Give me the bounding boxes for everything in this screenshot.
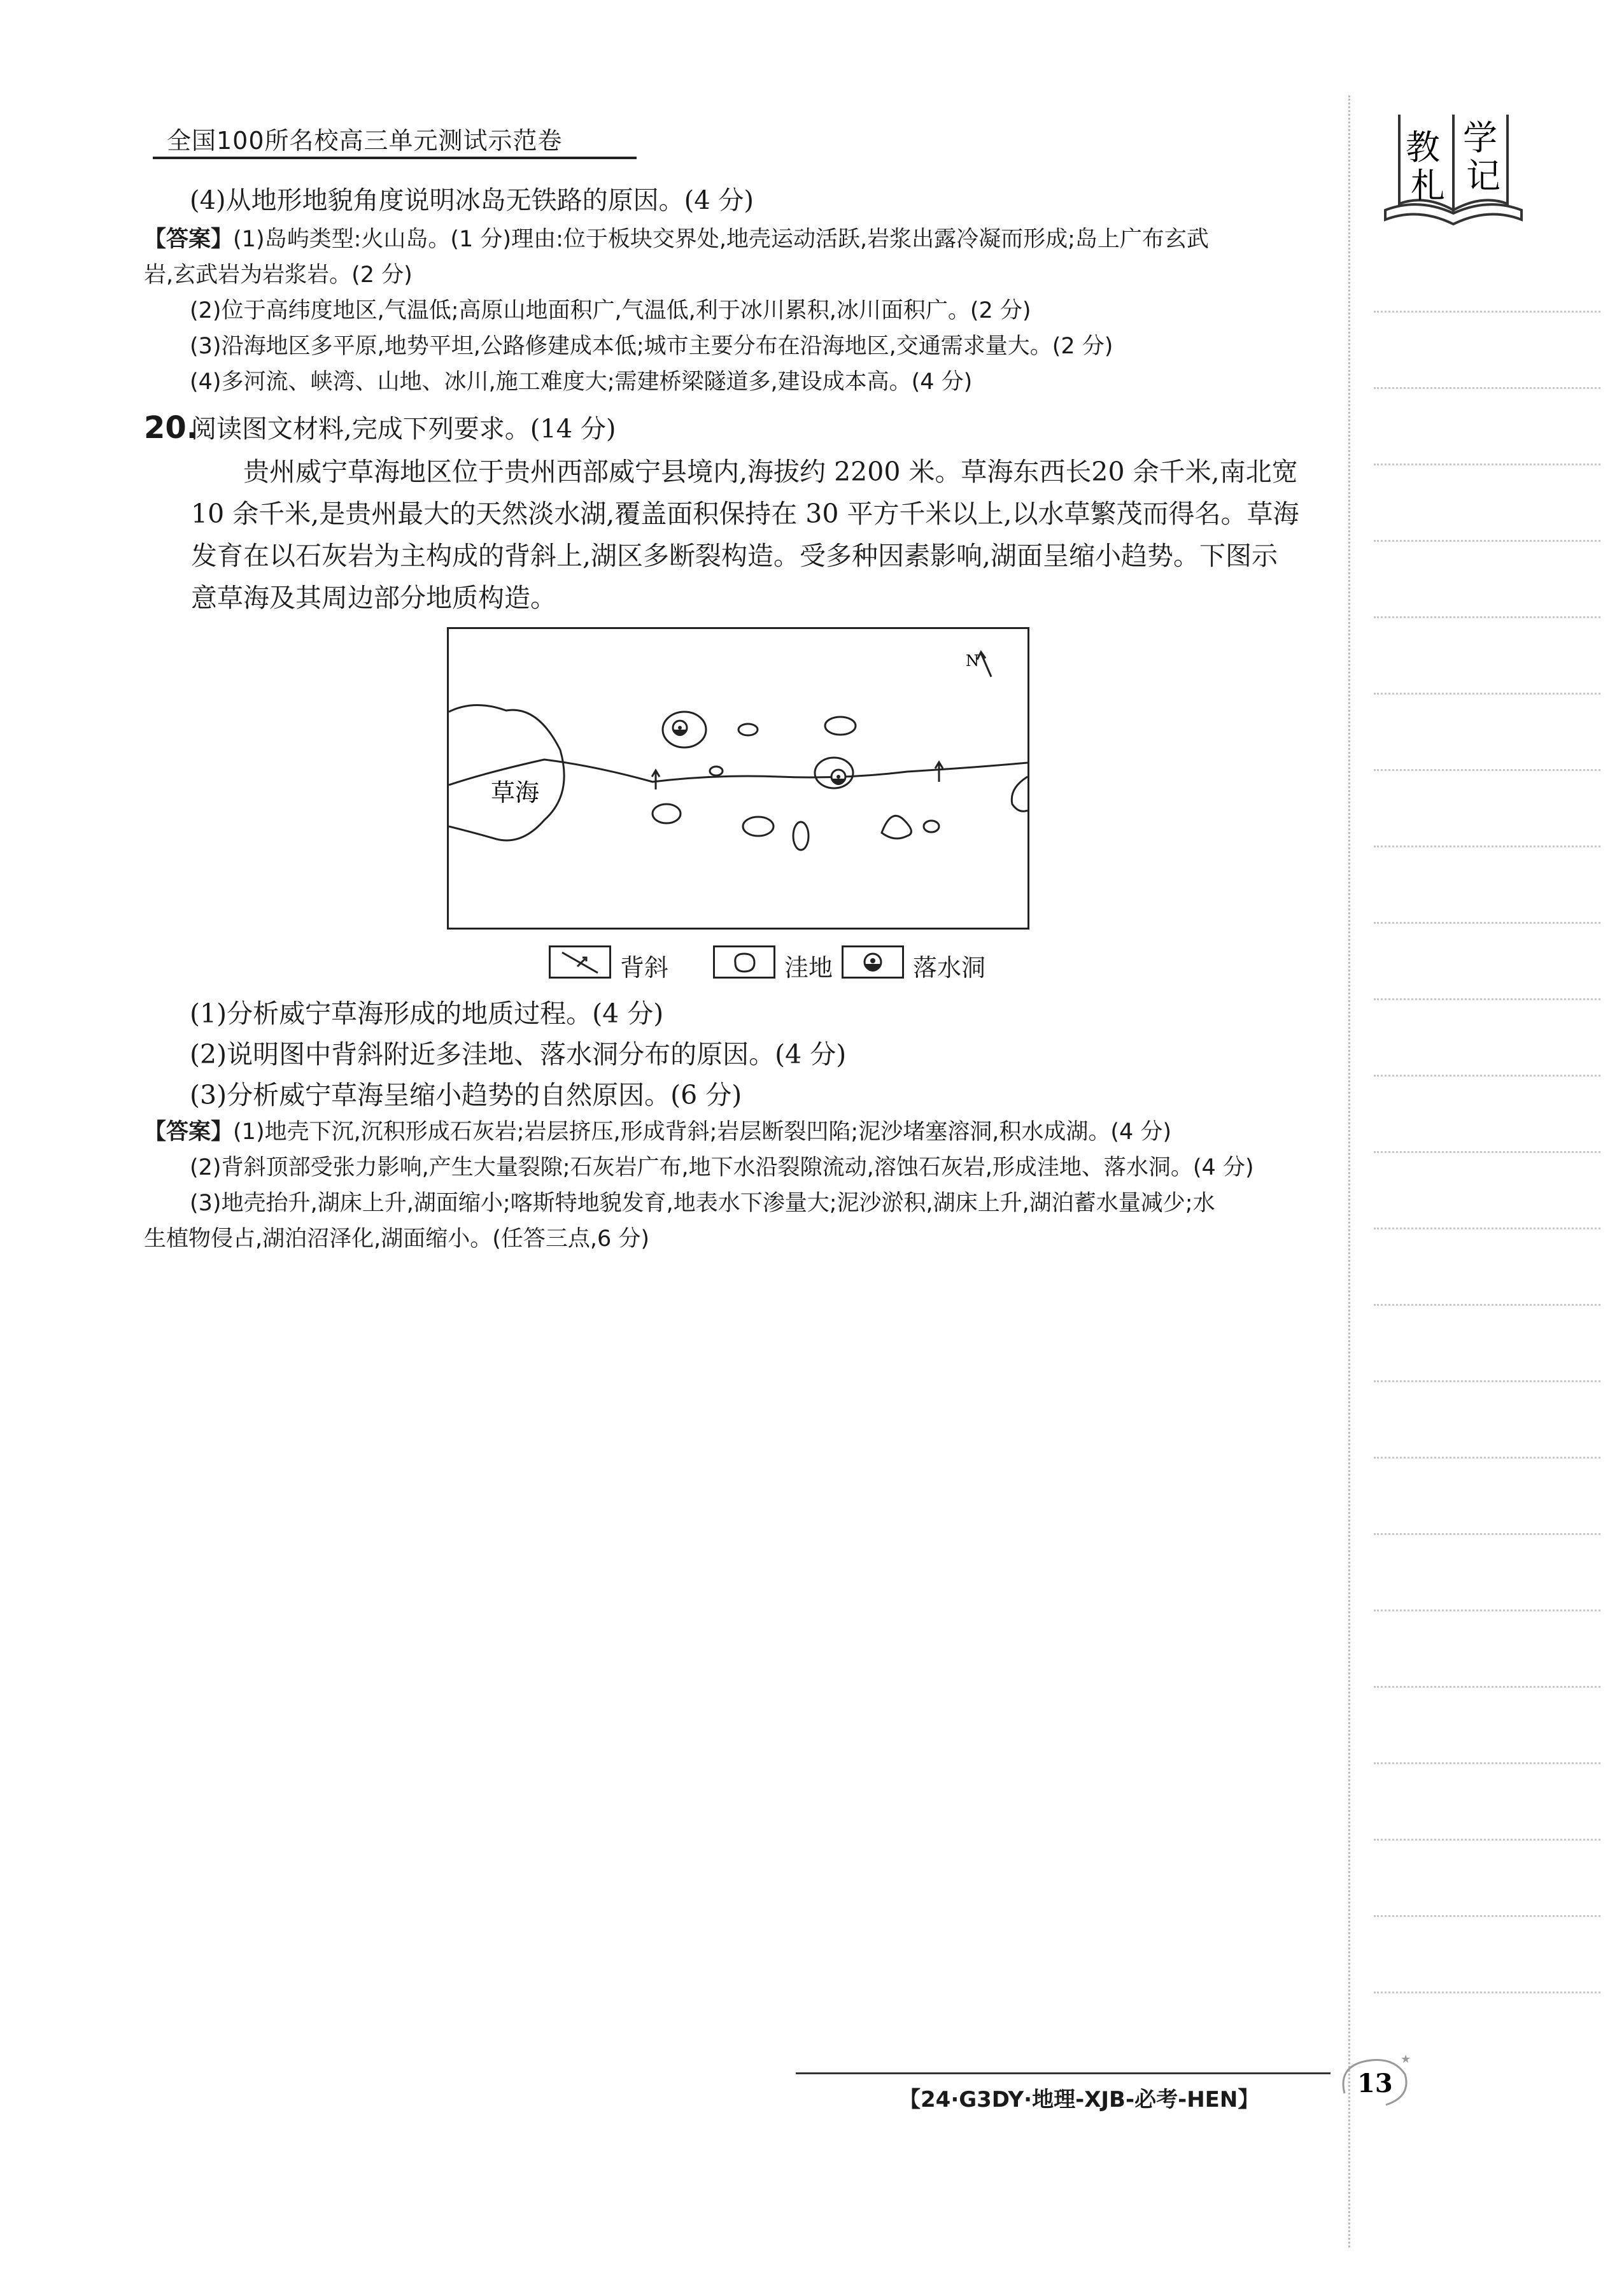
svg-text:★: ★ [1401,2053,1411,2066]
question-20-3: (3)分析威宁草海呈缩小趋势的自然原因。(6 分) [190,1080,742,1110]
lake-label: 草海 [491,779,540,807]
notes-char-1: 教 [1406,127,1440,167]
note-line [1374,1304,1600,1306]
notes-char-2: 学 [1463,118,1497,158]
question-20-parts [190,993,846,1115]
note-line [1374,1457,1600,1459]
north-arrow-icon [977,652,991,677]
answer-label: 【答案】 [144,1119,234,1145]
note-line [1374,1839,1600,1841]
anticline-arrow [935,762,943,782]
question-number: 20. [144,410,199,446]
note-line [1374,1686,1600,1688]
legend-anticline [549,945,676,982]
legend-depression-label: 洼地 [784,954,833,982]
material-line: 意草海及其周边部分地质构造。 [191,583,556,613]
legend-depression [713,945,840,982]
note-line [1374,463,1600,465]
note-line [1374,1762,1600,1764]
note-line [1374,922,1600,924]
geology-map-drawing [449,629,1027,928]
note-line [1374,1992,1600,1993]
answer-line: (3)地壳抬升,湖床上升,湖面缩小;喀斯特地貌发育,地表水下渗量大;泥沙淤积,湖床上升,湖泊蓄水量减少;水 [190,1191,1215,1216]
material-line: 发育在以石灰岩为主构成的背斜上,湖区多断裂构造。受多种因素影响,湖面呈缩小趋势。下图示 [191,541,1278,571]
question-19-4: (4)从地形地貌角度说明冰岛无铁路的原因。(4 分) [190,186,754,215]
answer-line: (4)多河流、峡湾、山地、冰川,施工难度大;需建桥梁隧道多,建设成本高。(4 分) [190,369,973,395]
header-title: 全国100所名校高三单元测试示范卷 [167,127,563,155]
question-20-2: (2)说明图中背斜附近多洼地、落水洞分布的原因。(4 分) [190,1039,847,1070]
depression-shape [825,717,856,735]
depression-shape [653,804,681,823]
footer-code: 【24·G3DY·地理-XJB-必考-HEN】 [899,2087,1260,2112]
answer-label: 【答案】 [144,227,234,252]
depression-shape [710,767,723,775]
legend-sinkhole [842,945,1001,982]
depression-shape [793,822,808,850]
note-line [1374,387,1600,389]
note-line [1374,1380,1600,1382]
sinkhole-marker [831,770,845,785]
answer-line: 生植物侵占,湖泊沼泽化,湖面缩小。(任答三点,6 分) [144,1226,650,1252]
sinkhole-marker [673,721,687,736]
depression-shape [882,816,911,838]
note-line [1374,998,1600,1000]
depression-shape [1012,777,1027,811]
depression-legend-icon [715,947,773,977]
answer-line: (2)位于高纬度地区,气温低;高原山地面积广,气温低,利于冰川累积,冰川面积广。(2 分) [190,298,1031,323]
page-number-badge [1332,2049,1415,2112]
material-line: 10 余千米,是贵州最大的天然淡水湖,覆盖面积保持在 30 平方千米以上,以水草繁茂而得名。草海 [191,499,1299,529]
page-number: 13 [1357,2069,1393,2098]
note-line [1374,311,1600,313]
answer-line: 岩,玄武岩为岩浆岩。(2 分) [144,262,413,288]
answer-line: (1)地壳下沉,沉积形成石灰岩;岩层挤压,形成背斜;岩层断裂凹陷;泥沙堵塞溶洞,积水成湖。(4 分) [233,1119,1172,1145]
answer-block-20 [144,1114,1328,1257]
header-rule [153,157,637,159]
material-line: 贵州威宁草海地区位于贵州西部威宁县境内,海拔约 2200 米。草海东西长20 余千米,南北宽 [243,456,1298,487]
note-line [1374,1151,1600,1153]
note-line [1374,769,1600,771]
depression-shape [924,821,939,832]
depression-shape [743,817,773,836]
geology-map [447,627,1029,930]
notes-char-3: 札 [1411,166,1445,206]
sinkhole-legend-icon [844,947,902,977]
anticline-legend-icon [551,947,609,977]
caohai-lake-outline [449,705,564,840]
notes-column-border [1348,96,1350,2247]
question-20-1: (1)分析威宁草海形成的地质过程。(4 分) [190,998,664,1029]
note-line [1374,1075,1600,1077]
note-line [1374,845,1600,847]
answer-line: (2)背斜顶部受张力影响,产生大量裂隙;石灰岩广布,地下水沿裂隙流动,溶蚀石灰岩,形成洼地、落水洞。(4 分) [190,1155,1254,1180]
note-line [1374,1915,1600,1917]
material-paragraph [191,451,1331,619]
note-line [1374,1610,1600,1611]
notes-logo-icon [1380,108,1527,229]
note-line [1374,540,1600,542]
footer-rule [796,2072,1331,2074]
anticline-arrow [652,770,660,789]
legend-anticline-label: 背斜 [620,954,669,982]
notes-char-4: 记 [1466,156,1500,196]
note-line [1374,1533,1600,1535]
north-label: N [966,652,979,670]
legend-sinkhole-label: 落水洞 [913,954,986,982]
answer-line: (1)岛屿类型:火山岛。(1 分)理由:位于板块交界处,地壳运动活跃,岩浆出露冷凝而形成;岛上广布玄武 [233,227,1209,252]
question-20-intro: 阅读图文材料,完成下列要求。(14 分) [191,414,616,444]
note-line [1374,1227,1600,1229]
answer-block-19 [144,222,1328,400]
note-line [1374,693,1600,695]
answer-line: (3)沿海地区多平原,地势平坦,公路修建成本低;城市主要分布在沿海地区,交通需求量大。(2 分) [190,334,1113,359]
depression-shape [738,724,758,735]
note-line [1374,616,1600,618]
